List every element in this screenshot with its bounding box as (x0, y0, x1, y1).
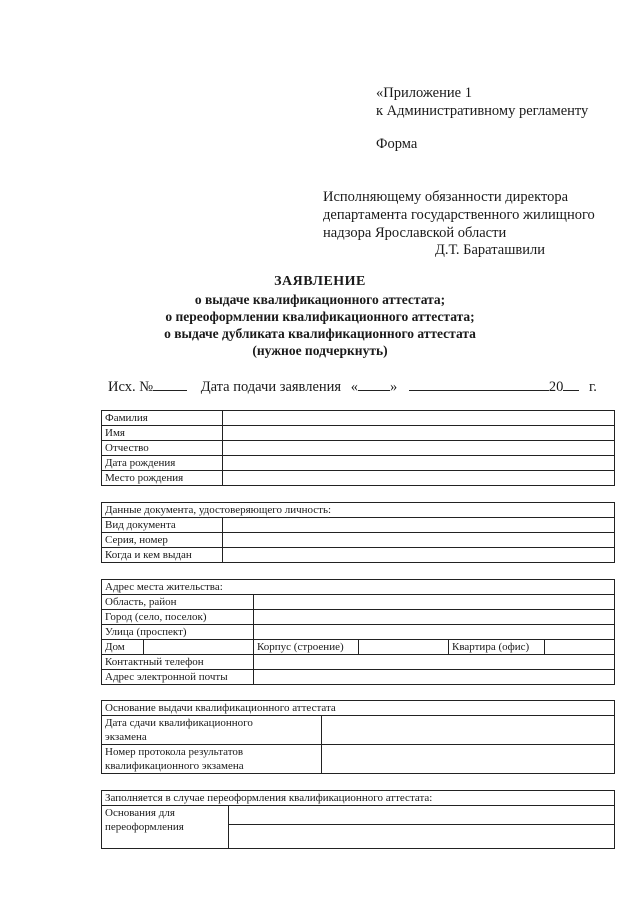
table-row (102, 745, 615, 774)
table-row (102, 518, 615, 533)
issued-field[interactable] (223, 548, 615, 563)
birth-date-field[interactable] (223, 456, 615, 471)
protocol-label-line-1: Номер протокола результатов (105, 746, 244, 758)
reissue-table (101, 790, 615, 849)
addressee-line-3: надзора Ярославской области (323, 225, 507, 241)
building-label: Корпус (строение) (254, 640, 359, 655)
region-label: Область, район (102, 595, 254, 610)
regulation-label: к Административному регламенту (376, 103, 589, 119)
table-row (102, 580, 615, 595)
title-line-2: о переоформлении квалификационного аттестата; (165, 309, 475, 324)
name-label: Имя (102, 426, 223, 441)
title-line-4: (нужное подчеркнуть) (252, 343, 388, 358)
birth-place-field[interactable] (223, 471, 615, 486)
identity-heading: Данные документа, удостоверяющего личность: (102, 503, 615, 518)
table-row (102, 701, 615, 716)
table-row (102, 426, 615, 441)
surname-field[interactable] (223, 411, 615, 426)
appendix-label: «Приложение 1 (376, 85, 472, 101)
region-field[interactable] (254, 595, 615, 610)
document-title: ЗАЯВЛЕНИЕ (274, 274, 366, 289)
ref-number-label: Исх. № (108, 379, 154, 395)
phone-field[interactable] (254, 655, 615, 670)
apartment-field[interactable] (545, 640, 615, 655)
phone-label: Контактный телефон (102, 655, 254, 670)
addressee-name: Д.Т. Бараташвили (435, 242, 545, 258)
table-row (102, 456, 615, 471)
day-field[interactable] (358, 378, 390, 391)
reissue-reasons-line-2: переоформления (105, 821, 184, 833)
year-prefix: 20 (548, 379, 564, 395)
personal-data-table (101, 410, 615, 486)
table-row (102, 548, 615, 563)
table-row (102, 595, 615, 610)
address-table (101, 579, 615, 685)
addressee-line-1: Исполняющему обязанности директора (323, 189, 569, 205)
table-row (102, 471, 615, 486)
reissue-reasons-field-1[interactable] (229, 806, 615, 825)
doc-type-label: Вид документа (102, 518, 223, 533)
month-field[interactable] (409, 378, 549, 391)
table-row (102, 610, 615, 625)
name-field[interactable] (223, 426, 615, 441)
exam-date-label-line-2: экзамена (105, 731, 147, 743)
reference-line (108, 378, 597, 396)
year-field[interactable] (563, 378, 579, 391)
title-line-1: о выдаче квалификационного аттестата; (194, 292, 446, 307)
table-row (102, 533, 615, 548)
reissue-reasons-label (102, 806, 229, 849)
email-field[interactable] (254, 670, 615, 685)
quote-open: « (350, 379, 358, 395)
year-suffix: г. (588, 379, 597, 395)
exam-date-field[interactable] (322, 716, 615, 745)
address-heading: Адрес места жительства: (102, 580, 615, 595)
series-number-field[interactable] (223, 533, 615, 548)
reissue-reasons-line-1: Основания для (105, 807, 175, 819)
doc-type-field[interactable] (223, 518, 615, 533)
table-row (102, 791, 615, 806)
house-field[interactable] (144, 640, 254, 655)
submission-date-label: Дата подачи заявления (200, 379, 342, 395)
addressee-line-2: департамента государственного жилищного (323, 207, 595, 223)
surname-label: Фамилия (102, 411, 223, 426)
form-label: Форма (376, 136, 418, 152)
email-label: Адрес электронной почты (102, 670, 254, 685)
table-row (102, 441, 615, 456)
ref-number-field[interactable] (153, 378, 187, 391)
protocol-field[interactable] (322, 745, 615, 774)
building-field[interactable] (359, 640, 449, 655)
table-row (102, 655, 615, 670)
patronymic-field[interactable] (223, 441, 615, 456)
street-field[interactable] (254, 625, 615, 640)
protocol-label-line-2: квалификационного экзамена (105, 760, 244, 772)
table-row (102, 625, 615, 640)
table-row (102, 716, 615, 745)
quote-close: » (389, 379, 398, 395)
patronymic-label: Отчество (102, 441, 223, 456)
identity-document-table (101, 502, 615, 563)
city-field[interactable] (254, 610, 615, 625)
protocol-label (102, 745, 322, 774)
street-label: Улица (проспект) (102, 625, 254, 640)
apartment-label: Квартира (офис) (449, 640, 545, 655)
birth-place-label: Место рождения (102, 471, 223, 486)
city-label: Город (село, поселок) (102, 610, 254, 625)
reissue-heading: Заполняется в случае переоформления квалификационного аттестата: (102, 791, 615, 806)
table-row (102, 670, 615, 685)
birth-date-label: Дата рождения (102, 456, 223, 471)
basis-heading: Основание выдачи квалификационного аттестата (102, 701, 615, 716)
table-row (102, 806, 615, 825)
house-label: Дом (102, 640, 144, 655)
exam-date-label (102, 716, 322, 745)
basis-table (101, 700, 615, 774)
table-row (102, 503, 615, 518)
issued-label: Когда и кем выдан (102, 548, 223, 563)
table-row (102, 411, 615, 426)
reissue-reasons-field-2[interactable] (229, 825, 615, 849)
table-row (102, 640, 615, 655)
exam-date-label-line-1: Дата сдачи квалификационного (105, 717, 253, 729)
title-line-3: о выдаче дубликата квалификационного аттестата (164, 326, 476, 341)
series-number-label: Серия, номер (102, 533, 223, 548)
